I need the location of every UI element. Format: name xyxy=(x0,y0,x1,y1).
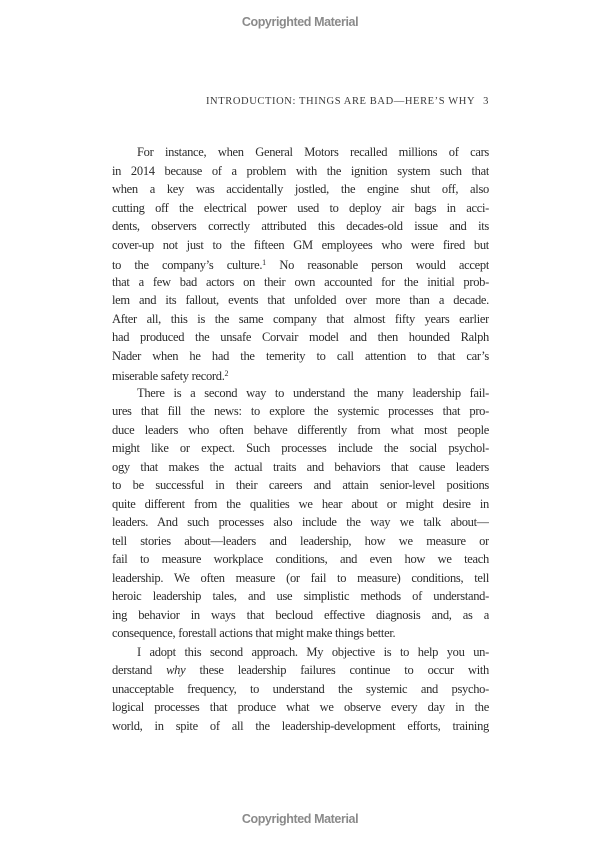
text-line: For instance, when General Motors recalled millions of cars xyxy=(137,145,489,159)
text-segment: No reasonable person would accept xyxy=(266,258,489,272)
text-line: to be successful in their careers and attain senior-level positions xyxy=(112,478,489,492)
text-segment: to the company’s culture. xyxy=(112,258,263,272)
text-line: ing behavior in ways that becloud effective diagnosis and, as a xyxy=(112,607,489,622)
text-line xyxy=(112,365,489,384)
text-line: world, in spite of all the leadership-development efforts, training xyxy=(112,718,489,733)
text-line: Nader when he had the temerity to call attention to that car’s xyxy=(112,348,489,363)
text-line: unacceptable frequency, to understand the systemic and psycho- xyxy=(112,681,489,696)
text-line: leaders. And such processes also include the way we talk about— xyxy=(112,515,489,529)
text-line: I adopt this second approach. My objective is to help you un- xyxy=(137,644,489,659)
text-line: tell stories about—leaders and leadership, how we measure or xyxy=(112,533,489,548)
text-line: After all, this is the same company that almost fifty years earlier xyxy=(112,311,489,326)
text-line: that a few bad actors on their own accounted for the initial prob- xyxy=(112,274,489,289)
text-line: ogy that makes the actual traits and behaviors that cause leaders xyxy=(112,459,489,474)
paragraph xyxy=(112,143,489,384)
text-line: cutting off the electrical power used to deploy air bags in acci- xyxy=(112,200,489,215)
text-line: There is a second way to understand the many leadership fail- xyxy=(137,385,489,400)
copyright-notice-bottom: Copyrighted Material xyxy=(241,812,359,826)
text-line: heroic leadership tales, and use simplistic methods of understand- xyxy=(112,589,489,603)
text-line: dents, observers correctly attributed this decades-old issue and its xyxy=(112,219,489,233)
text-segment: these leadership failures continue to occur with xyxy=(185,663,489,677)
text-line: might like or expect. Such processes include the social psychol- xyxy=(112,441,489,455)
text-line xyxy=(112,661,489,680)
text-line: had produced the unsafe Corvair model and then hounded Ralph xyxy=(112,330,489,344)
text-segment: why xyxy=(166,663,186,677)
text-line: fail to measure workplace conditions, and even how we teach xyxy=(112,552,489,566)
text-line: when a key was accidentally jostled, the engine shut off, also xyxy=(112,182,489,196)
text-line: duce leaders who often behave differently from what most people xyxy=(112,422,489,437)
running-header-title: INTRODUCTION: THINGS ARE BAD—HERE’S WHY xyxy=(205,96,476,107)
text-line: leadership. We often measure (or fail to measure) conditions, tell xyxy=(112,570,489,585)
text-line: quite different from the qualities we hear about or might desire in xyxy=(112,496,489,511)
page-body xyxy=(112,143,489,735)
paragraph xyxy=(112,643,489,736)
text-line: lem and its fallout, events that unfolded over more than a decade. xyxy=(112,293,489,307)
footnote-marker: 2 xyxy=(224,369,229,378)
footnote-marker: 1 xyxy=(262,258,267,267)
paragraph xyxy=(112,384,489,643)
text-line xyxy=(112,254,489,273)
text-line: in 2014 because of a problem with the ignition system such that xyxy=(112,163,489,178)
text-segment: derstand xyxy=(112,663,167,677)
text-line: ures that fill the news: to explore the systemic processes that pro- xyxy=(112,404,489,418)
text-line: consequence, forestall actions that might make things better. xyxy=(112,626,396,640)
text-line: cover-up not just to the fifteen GM employees who were fired but xyxy=(112,237,489,252)
running-header xyxy=(112,96,489,107)
text-segment: miserable safety record. xyxy=(112,369,225,383)
copyright-notice-top: Copyrighted Material xyxy=(241,15,359,29)
text-line: logical processes that produce what we observe every day in the xyxy=(112,700,489,714)
page-number: 3 xyxy=(483,96,489,107)
